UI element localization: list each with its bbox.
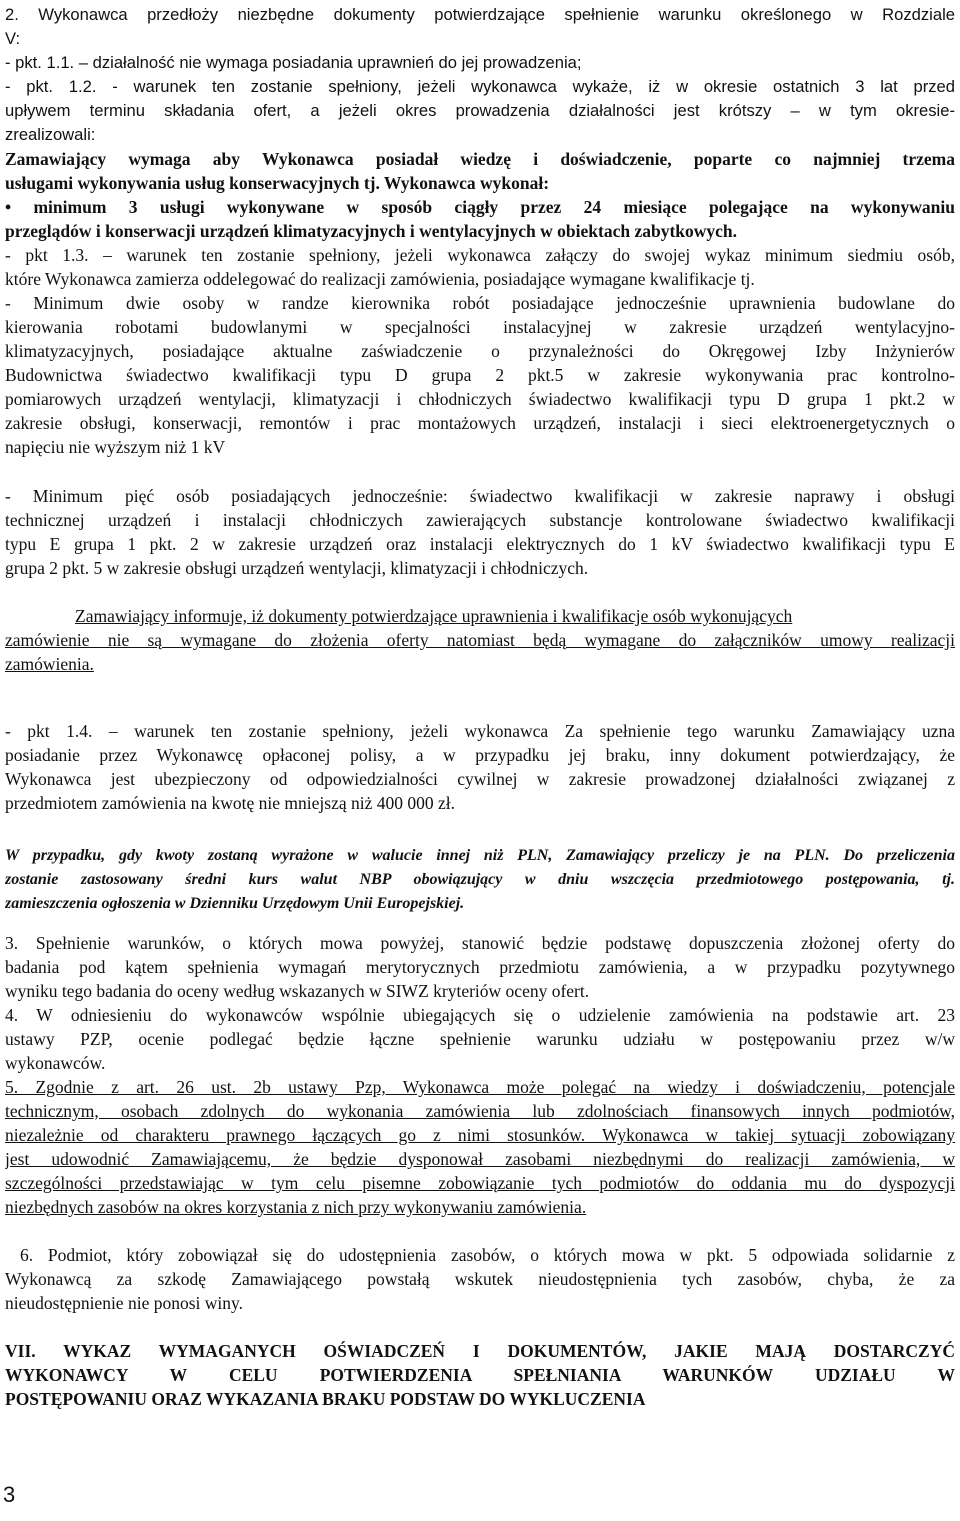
text-line: niezbędnych zasobów na okres korzystania z nich przy wykonywaniu zamówienia. [5, 1197, 587, 1217]
text-line: upływem terminu składania ofert, a jeżeli okres prowadzenia działalności jest krótszy – w tym okresie- [5, 101, 955, 120]
text-line: nieudostępnienie nie ponosi winy. [5, 1293, 243, 1313]
text-line: 4. W odniesieniu do wykonawców wspólnie ubiegających się o udzielenie zamówienia na podstawie art. 23 [5, 1005, 955, 1025]
text-line: - pkt. 1.1. – działalność nie wymaga posiadania uprawnień do jej prowadzenia; [5, 53, 582, 72]
text-line: 6. Podmiot, który zobowiązał się do udostępnienia zasobów, o których mowa w pkt. 5 odpowiada solidarnie z [20, 1245, 955, 1265]
text-line: WYKONAWCY W CELU POTWIERDZENIA SPEŁNIANIA WARUNKÓW UDZIAŁU W [5, 1365, 955, 1385]
text-line: klimatyzacyjnych, posiadające aktualne zaświadczenie o przynależności do Okręgowej Izby Inżynierów [5, 341, 955, 361]
text-line: typu E grupa 1 pkt. 2 w zakresie urządzeń oraz instalacji elektrycznych do 1 kV świadectwo kwalifikacji typu E [5, 534, 955, 554]
text-line: Budownictwa świadectwo kwalifikacji typu D grupa 2 pkt.5 w zakresie wykonywania prac kontrolno- [5, 365, 955, 385]
text-line: - pkt 1.4. – warunek ten zostanie spełniony, jeżeli wykonawca Za spełnienie tego warunku Zamawiający uzna [5, 721, 955, 741]
text-line: przedmiotem zamówienia na kwotę nie mniejszą niż 400 000 zł. [5, 793, 455, 813]
text-line: badania pod kątem spełnienia wymagań merytorycznych przedmiotu zamówienia, a w przypadku pozytywnego [5, 957, 955, 977]
text-line: Wykonawcą za szkodę Zamawiającego powstałą wskutek nieudostępnienia tych zasobów, chyba, że za [5, 1269, 955, 1289]
text-line: kierowania robotami budowlanymi w specjalności instalacyjnej w zakresie urządzeń wentylacyjno- [5, 317, 955, 337]
text-line: zamówienie nie są wymagane do złożenia oferty natomiast będą wymagane do załączników umowy realizacji [5, 630, 955, 650]
text-line: niezależnie od charakteru prawnego łączących go z nimi stosunków. Wykonawca w takiej sytuacji zobowiązany [5, 1125, 955, 1145]
text-line: 2. Wykonawca przedłoży niezbędne dokumenty potwierdzające spełnienie warunku określonego w Rozdziale [5, 5, 955, 24]
text-line: ustawy PZP, ocenie podlegać będzie łączne spełnienie warunku udziału w postępowaniu przez w/w [5, 1029, 955, 1049]
text-line: technicznej urządzeń i instalacji chłodniczych zawierających substancje kontrolowane świadectwo kwalifikacji [5, 510, 955, 530]
text-line: Zamawiający wymaga aby Wykonawca posiadał wiedzę i doświadczenie, poparte co najmniej trzema [5, 149, 955, 169]
text-line: technicznym, osobach zdolnych do wykonania zamówienia lub zdolnościach finansowych innych podmiotów, [5, 1101, 955, 1121]
text-line: V: [5, 29, 21, 48]
text-line: zakresie obsługi, konserwacji, remontów i prac montażowych urządzeń, instalacji i sieci elektroenergetycznych o [5, 413, 955, 433]
text-line: zamieszczenia ogłoszenia w Dzienniku Urzędowym Unii Europejskiej. [5, 895, 465, 912]
text-line: Zamawiający informuje, iż dokumenty potwierdzające uprawnienia i kwalifikacje osób wykonujących [75, 606, 793, 626]
text-line: POSTĘPOWANIU ORAZ WYKAZANIA BRAKU PODSTAW DO WYKLUCZENIA [5, 1389, 646, 1409]
text-line: zrealizowali: [5, 125, 96, 144]
text-line: - Minimum dwie osoby w randze kierownika robót posiadające jednocześnie uprawnienia budowlane do [5, 293, 955, 313]
text-line: 5. Zgodnie z art. 26 ust. 2b ustawy Pzp, Wykonawca może polegać na wiedzy i doświadczeniu, potencjale [5, 1077, 955, 1097]
text-line: przeglądów i konserwacji urządzeń klimatyzacyjnych i wentylacyjnych w obiektach zabytkowych. [5, 221, 738, 241]
text-line: wyniku tego badania do oceny według wskazanych w SIWZ kryteriów oceny ofert. [5, 981, 590, 1001]
text-line: 3. Spełnienie warunków, o których mowa powyżej, stanowić będzie podstawę dopuszczenia złożonej oferty do [5, 933, 955, 953]
text-line: pomiarowych urządzeń wentylacji, klimatyzacji i chłodniczych świadectwo kwalifikacji typu D grupa 1 pkt.2 w [5, 389, 955, 409]
text-line: W przypadku, gdy kwoty zostaną wyrażone w walucie innej niż PLN, Zamawiający przeliczy je na PLN. Do przeliczenia [5, 847, 955, 864]
text-line: jest udowodnić Zamawiającemu, że będzie dysponował zasobami niezbędnymi do realizacji zamówienia, w [5, 1149, 955, 1169]
text-line: • minimum 3 usługi wykonywane w sposób ciągły przez 24 miesiące polegające na wykonywaniu [5, 197, 955, 217]
text-line: napięciu nie wyższym niż 1 kV [5, 437, 226, 457]
text-line: zamówienia. [5, 654, 94, 674]
page-number: 3 [3, 1482, 16, 1507]
text-line: grupa 2 pkt. 5 w zakresie obsługi urządzeń wentylacji, klimatyzacji i chłodniczych. [5, 558, 589, 578]
text-line: szczególności przedstawiając w tym celu pisemne zobowiązanie tych podmiotów do oddania mu do dyspozycji [5, 1173, 955, 1193]
text-line: które Wykonawca zamierza oddelegować do realizacji zamówienia, posiadające wymagane kwalifikacje tj. [5, 269, 755, 289]
text-line: zostanie zastosowany średni kurs walut NBP obowiązujący w dniu wszczęcia przedmiotowego postępowania, tj. [5, 871, 955, 888]
text-line: - Minimum pięć osób posiadających jednocześnie: świadectwo kwalifikacji w zakresie naprawy i obsługi [5, 486, 955, 506]
text-line: wykonawców. [5, 1053, 106, 1073]
text-line: posiadanie przez Wykonawcę opłaconej polisy, a w przypadku jej braku, inny dokument potwierdzający, że [5, 745, 955, 765]
text-line: VII. WYKAZ WYMAGANYCH OŚWIADCZEŃ I DOKUMENTÓW, JAKIE MAJĄ DOSTARCZYĆ [5, 1341, 955, 1361]
text-line: usługami wykonywania usług konserwacyjnych tj. Wykonawca wykonał: [5, 173, 550, 193]
text-line: Wykonawca jest ubezpieczony od odpowiedzialności cywilnej w zakresie prowadzonej działalności związanej z [5, 769, 955, 789]
text-line: - pkt 1.3. – warunek ten zostanie spełniony, jeżeli wykonawca załączy do swojej wykaz minimum siedmiu osób, [5, 245, 955, 265]
text-line: - pkt. 1.2. - warunek ten zostanie spełniony, jeżeli wykonawca wykaże, iż w okresie ostatnich 3 lat przed [5, 77, 955, 96]
